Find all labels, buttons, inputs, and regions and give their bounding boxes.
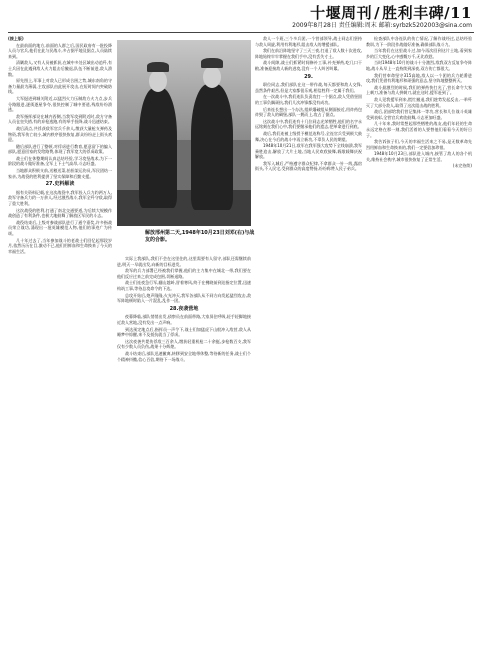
paragraph: 夜幕降临,部队悄悄出发,侦察员在前面带路,大家屏住呼吸,轻手轻脚地接近敌人营地,没有发出一点声响。 <box>117 314 251 325</box>
masthead-right: 胜利丰碑 <box>382 4 445 22</box>
paragraph: 检查部队中各连队的伤亡情况,了解作战经过,总结经验教训,为下一阶段作战做好准备,确保部队战斗力。 <box>366 36 472 47</box>
paragraph: 我告诉孩子们,今天的幸福生活来之不易,是无数革命先烈用鲜血和生命换来的,我们一定要倍加珍惜。 <box>366 139 472 150</box>
page-number: /11 <box>444 4 472 22</box>
paragraph: 1948年10月21日,敌军在我军强大攻势下全线崩溃,我军乘胜追击,解放了大片土地,当地人民欢欣鼓舞,载歌载舞庆祝解放。 <box>255 143 362 160</box>
article-column-2 <box>117 256 251 664</box>
paragraph: 随后部队进行了整顿,对俘虏进行教育,愿意留下的编入部队,愿意回家的发给路费,体现了我军宽大的俘虏政策。 <box>8 143 112 155</box>
paragraph: 战斗间隙,战士们抓紧时间修补工事,补充弹药,吃几口干粮,准备迎接敌人新的进攻,没有一个人叫苦叫累。 <box>255 60 362 71</box>
photo-figure-right <box>191 84 233 210</box>
paragraph: 敌军的兵力部署已经被我们掌握,他们的主力集中在城北一带,我们要在他们反应过来之前完成包围,切断退路。 <box>117 268 251 279</box>
paragraph: 战士们连夜急行军,翻山越岭,冒着寒风,终于在拂晓前到达指定位置,迅速构筑工事,等待总攻命令的下达。 <box>117 280 251 291</box>
paragraph: 这次战役的胜利,打通了南北交通要道,为后续大规模作战创造了有利条件,也极大地鼓舞了解放区军民的斗志。 <box>8 207 112 219</box>
paragraph: 战斗最激烈的时候,我们的弹药快打光了,营长命令大家上刺刀,准备与敌人拼刺刀,就在这时,援军赶到了。 <box>366 84 472 96</box>
paragraph: 当年我们在这里战斗过,如今再次回到这片土地,看到家乡的巨大变化,心中感慨万千,无比欣慰。 <box>366 48 472 59</box>
photo-cap-right <box>201 58 223 68</box>
paragraph: 战后,团部给我们营记集体一等功,营长和几位战斗英雄受到表彰,全营官兵欢欣鼓舞,斗志更加旺盛。 <box>366 109 472 120</box>
paragraph: 据有关资料记载,在这次战役中,我军投入兵力约两万人,敌军守备兵力约一万余人,经过激烈战斗,我军全歼守敌,取得了重大胜利。 <box>8 189 112 207</box>
photo-figure-left <box>139 88 177 208</box>
historical-photo <box>117 40 251 226</box>
paragraph: 我军入城后,严格遵守群众纪律,不拿群众一针一线,露宿街头,不入民宅,受到群众的高度赞扬,纷纷称赞人民子弟兵。 <box>255 160 362 172</box>
header-rule <box>8 32 474 33</box>
paragraph: 敌人一个班,三个多兵团,一个营部领导,战士同志们坚持与敌人周旋,利用有利地形,阻击敌人的增援部队。 <box>255 36 362 47</box>
paragraph: 实际上我部队,我们不会在这里住的,这里需要有人留守,部队还需继续前进,明天一早就出发,向新的目标进发。 <box>117 256 251 267</box>
paragraph: 敌人见我援军到来,慌忙撤退,我们趁势发起反击,一举歼灭了大部分敌人,取得了这次阻击战的胜利。 <box>366 96 472 108</box>
issue-line: 2009年8月28日 责任编辑:周末 邮箱:syrbzk5202003@sina.com <box>292 22 472 29</box>
paragraph: 战斗结束后,部队迅速撤离,转移到安全地带休整,等待新的任务,战士们个个精神抖擞,信心百倍,期待下一场战斗。 <box>117 350 251 362</box>
paragraph: 原先图上,军事上对敌人已形成合围之势,城东南角的守备力量最为薄弱,主攻部队由此展开攻击,在短时间内突破防线。 <box>8 78 112 95</box>
paragraph: 这次夜袭共毙伤俘敌三百余人,缴获轻重机枪二十余挺,步枪数百支,我军仅有少数人员负伤,战果十分辉煌。 <box>117 338 251 350</box>
paragraph: 职位同志,我们部队在这一带作战,每天都要和敌人交锋,虽然条件艰苦,但是大家都很乐观,相信胜利一定属于我们。 <box>255 82 362 93</box>
paragraph: 战役结束后,上级对参战部队进行了通令嘉奖,许多指战员荣立战功,涌现出一批英雄模范人物,他们的事迹广为传颂。 <box>8 219 112 236</box>
photo-face-right <box>203 66 221 88</box>
paragraph: 战士们在休整期间认真总结经验,学习攻坚战术,为下一阶段的战斗做好准备,全军上下士气高昂,斗志旺盛。 <box>8 155 112 167</box>
article-column-1 <box>8 36 112 664</box>
paragraph: 我们营奉命坚守315高地,敌人以一个团的兵力轮番进攻,我们凭借有利地形和顽强的意志,坚守阵地整整两天。 <box>366 72 472 84</box>
masthead-separator: / <box>374 4 381 22</box>
paragraph: 当地群众积极支前,送粮送菜,抬担架运伤员,军民团结一家亲,为战役的胜利提供了坚实保障和后勤支援。 <box>8 168 112 179</box>
paragraph: 这次战斗中,我们连有十几位同志光荣牺牲,他们的名字永远铭刻在我们心中,我们要继承他们的遗志,把革命进行到底。 <box>255 118 362 130</box>
paragraph: 几十年来,我时常想起那些牺牲的战友,他们年轻的生命永远定格在那一刻,我们活着的人要替他们看看今天的好日子。 <box>366 121 472 138</box>
article-column-3 <box>255 36 362 664</box>
paragraph: 大军挺进到城关附近,以猛烈火力压制敌方火力点,步兵分路跟进,逐街逐屋争夺,很快控制了城中要道,残敌纷纷溃逃。 <box>8 95 112 113</box>
paragraph: 后来连长想出一个办法,组织爆破组从侧面接近,用炸药包炸毁了敌人的碉堡,部队一拥而上,攻占了据点。 <box>255 106 362 118</box>
paragraph: 战后,我们连被上级授予模范连称号,全连官兵受到极大鼓舞,决心在今后的战斗中再立新功,不辜负人民的期望。 <box>255 130 362 142</box>
paragraph: 当时1948年10月的战斗十分激烈,敌我双方反复争夺阵地,战斗从早上一直持续到深夜,双方伤亡都很大。 <box>366 60 472 71</box>
paragraph: 清剿敌人,又有人员被抓获,在城中多处区域出动追歼,有士兵因在此遇到敌人火力阻击后撤退,队伍不断前进,敌人溃散。 <box>8 60 112 77</box>
paragraph: 在最前面的地方,前面的人群之后,国民政府有一批投降人员与官兵,他们在此与民战斗,多占据平地及据点,人员陆续来到。 <box>8 42 112 59</box>
paragraph: 战后清点,共俘获敌军官兵千余人,缴获大量枪支弹药及物资,我军伤亡较小,城内秩序很快恢复,群众纷纷走上街头欢迎。 <box>8 125 112 143</box>
paragraph: 1948年10月23日,部队进入城内,接管了敌人的各个机关,维持社会秩序,城市很快恢复了正常生活。 <box>366 151 472 162</box>
paragraph: 几十年过去了,当年参加战斗的老战士们回忆起那段岁月,依然历历在目,激动不已,他们用鲜血和生命换来了今天的幸福生活。 <box>8 237 112 254</box>
section-heading: 29. <box>304 73 313 80</box>
to-be-continued: (未完待续) <box>452 163 472 169</box>
photo-face-left <box>149 70 167 92</box>
paragraph: 总攻开始后,炮声隆隆,火光冲天,我军各部队从不同方向发起猛烈攻击,敌军阵地顿时陷入一片混乱,乱作一团。 <box>117 292 251 304</box>
article-column-4 <box>366 36 472 664</box>
photo-cap-left <box>147 62 169 72</box>
section-heading: 28.夜袭营地 <box>169 305 199 312</box>
paragraph: 在一次战斗中,我们连队负责攻打一个据点,敌人凭借坚固的工事负隅顽抗,我们几次冲锋都没有成功。 <box>255 94 362 105</box>
paragraph: 敌军指挥部设在城内西侧,当我军攻到附近时,敌方守备人员仓皇失措,有的弃枪逃跑,有的举手投降,战斗迅速结束。 <box>8 113 112 125</box>
section-heading: 27.史料解读 <box>45 181 75 188</box>
paragraph: 我们在前沿阵地坚守了三天三夜,打退了敌人数十次进攻,阵地始终牢牢掌握在我们手中,没有丢失寸土。 <box>255 48 362 59</box>
page-header <box>0 0 478 34</box>
paragraph: (接上版) <box>8 36 24 41</box>
masthead-left: 十堰周刊 <box>310 4 373 22</box>
photo-caption: 解放邢州第二天,1948年10月23日刘邓(右)与战友的合影。 <box>145 230 255 243</box>
paragraph: 到达预定地点后,指挥员一声令下,战士们如猛虎下山般冲入敌营,敌人从睡梦中惊醒,来不及抵抗就当了俘虏。 <box>117 326 251 338</box>
